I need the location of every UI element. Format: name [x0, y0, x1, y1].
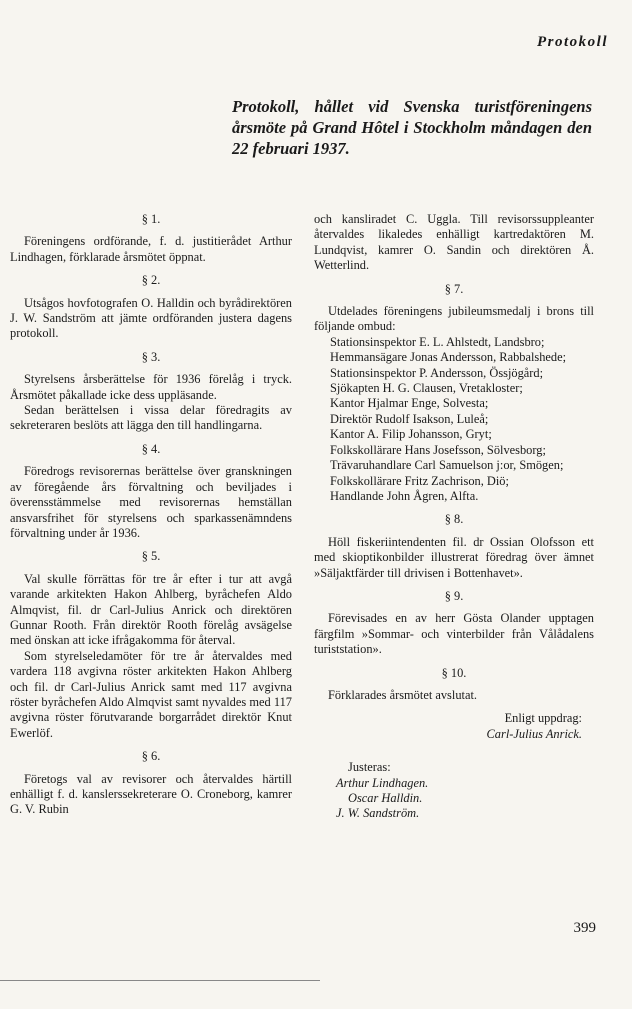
justeras-heading: Justeras:	[348, 760, 391, 775]
paragraph: Styrelsens årsberättelse för 1936 förelåg i tryck. Årsmötet påkallade icke dess uppläsande.	[10, 372, 292, 402]
section-heading: § 10.	[441, 665, 467, 680]
section-heading: § 3.	[141, 349, 161, 364]
section-heading: § 8.	[444, 512, 464, 527]
section-heading: § 7.	[444, 281, 464, 296]
paragraph: Föreningens ordförande, f. d. justitierådet Arthur Lindhagen, förklarade årsmötet öppnat.	[10, 234, 292, 264]
list-item: Handlande John Ågren, Alfta.	[330, 488, 479, 503]
document-title: Protokoll, hållet vid Svenska turistföreningens årsmöte på Grand Hôtel i Stockholm måndagen den 22 februari 1937.	[232, 97, 592, 158]
recipient-list	[314, 335, 594, 504]
section-heading: § 4.	[141, 441, 161, 456]
paragraph: och kansliradet C. Uggla. Till revisorssuppleanter återvaldes likaledes enhälligt kartredaktören M. Lundqvist, kamrer O. Sandin och direktören Å. Wetterlind.	[314, 212, 594, 273]
paragraph: Förevisades en av herr Gösta Olander upptagen färgfilm »Sommar- och vinterbilder från Vålådalens turiststation».	[314, 611, 594, 657]
paragraph: Sedan berättelsen i vissa delar föredragits av sekreteraren beslöts att lägga den till handlingarna.	[10, 403, 292, 433]
page-edge-divider	[0, 980, 320, 981]
paragraph: Förklarades årsmötet avslutat.	[328, 687, 477, 702]
paragraph: Utsågos hovfotografen O. Halldin och byrådirektören J. W. Sandström att jämte ordföranden justera dagens protokoll.	[10, 295, 292, 341]
section-heading: § 6.	[141, 749, 161, 764]
signature-block	[454, 711, 594, 742]
list-item: Folkskollärare Hans Josefsson, Sölvesborg;	[330, 442, 546, 457]
section-heading: § 2.	[141, 273, 161, 288]
signature-name: Carl-Julius Anrick.	[486, 726, 582, 741]
list-item: Hemmansägare Jonas Andersson, Rabbalshede;	[330, 350, 567, 365]
left-column	[10, 212, 292, 826]
signature-label: Enligt uppdrag:	[504, 711, 582, 726]
paragraph: Företogs val av revisorer och återvaldes härtill enhälligt f. d. kanslerssekreterare O. Croneborg, kamrer G. V. Rubin	[10, 771, 292, 817]
list-item: Stationsinspektor P. Andersson, Össjögård;	[330, 365, 544, 380]
justeras-name: J. W. Sandström.	[336, 806, 420, 821]
page-number: 399	[573, 920, 596, 936]
list-item: Kantor A. Filip Johansson, Gryt;	[330, 427, 492, 442]
list-item: Direktör Rudolf Isakson, Luleå;	[330, 411, 489, 426]
paragraph: Som styrelseledamöter för tre år återvaldes med vardera 118 avgivna röster arkitekten Hakon Ahlberg och fil. dr Carl-Julius Anrick samt med 117 avgivna röster byråchefen Aldo Almqvist samt nyvaldes med 117 avgivna röster förutvarande borgarrådet direktör Knut Ewerlöf.	[10, 648, 292, 740]
section-heading: § 9.	[444, 588, 464, 603]
paragraph: Val skulle förrättas för tre år efter i tur att avgå varande arkitekten Hakon Ahlberg, byråchefen Aldo Almqvist, fil. dr Carl-Julius Anrick och direktören Gunnar Rooth. Från direktör Rooth förelåg avsägelse med önskan att icke ifrågakomma för återval.	[10, 571, 292, 648]
list-item: Trävaruhandlare Carl Samuelson j:or, Smögen;	[330, 458, 564, 473]
paragraph: Höll fiskeriintendenten fil. dr Ossian Olofsson ett med skioptikonbilder illustrerat föredrag över ämnet »Säljaktfärder till drivisen i Bottenhavet».	[314, 534, 594, 580]
paragraph: Föredrogs revisorernas berättelse över granskningen av föregående års förvaltning och beviljades i överensstämmelse med revisorernas hemställan ansvarsfrihet för styrelsens och sparkassenämndens förvaltning under år 1936.	[10, 464, 292, 540]
justeras-name: Arthur Lindhagen.	[336, 775, 429, 790]
list-item: Sjökapten H. G. Clausen, Vretakloster;	[330, 381, 523, 396]
right-column	[314, 212, 594, 822]
list-item: Kantor Hjalmar Enge, Solvesta;	[330, 396, 489, 411]
list-item: Folkskollärare Fritz Zachrison, Diö;	[330, 473, 509, 488]
running-head: Protokoll	[536, 34, 608, 50]
justeras-block	[314, 760, 594, 822]
list-item: Stationsinspektor E. L. Ahlstedt, Landsbro;	[330, 334, 545, 349]
section-heading: § 5.	[141, 549, 161, 564]
justeras-name: Oscar Halldin.	[348, 791, 423, 805]
section-heading: § 1.	[141, 212, 161, 226]
paragraph: Utdelades föreningens jubileumsmedalj i brons till följande ombud:	[314, 304, 594, 334]
